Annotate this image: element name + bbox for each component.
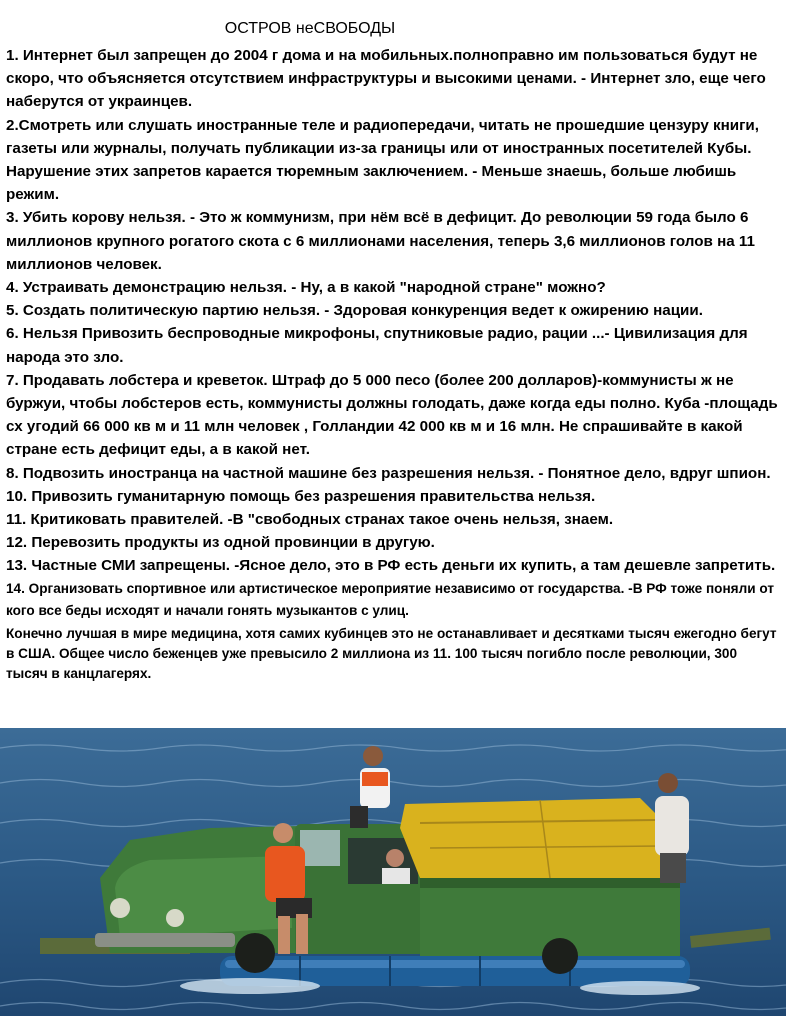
list-item-7: 7. Продавать лобстера и креветок. Штраф до 5 000 песо (более 200 долларов)-коммунисты ж не буржуи, чтобы лобстеров есть, коммунисты должны голодать, даже когда еды полно. Куба -площадь сх угодий 66 000 кв м и 11 млн человек , Голландии 42 000 кв м и 16 млн. Не спрашивайте в какой стране есть дефицит еды, а в какой нет.	[6, 371, 778, 459]
list-item-6: 6. Нельзя Привозить беспроводные микрофоны, спутниковые радио, рации ...- Цивилизация для народа это зло.	[6, 325, 748, 366]
list-item-11: 11. Критиковать правителей. -В "свободных странах такое очень нельзя, знаем.	[6, 511, 614, 529]
photo-truck-raft	[0, 728, 786, 1016]
list-item-1: 1. Интернет был запрещен до 2004 г дома и на мобильных.полноправно им пользоваться будут не скоро, что объясняется отсутствием инфраструктуры и высокими ценами. - Интернет зло, еще чего наберутся от украинцев.	[6, 47, 766, 111]
list-item-13: 13. Частные СМИ запрещены. -Ясное дело, это в РФ есть деньги их купить, а там дешевле запретить.	[6, 557, 776, 575]
list-item-12: 12. Перевозить продукты из одной провинции в другую.	[6, 534, 435, 552]
list-item-2: 2.Смотреть или слушать иностранные теле и радиопередачи, читать не прошедшие цензуру книги, газеты или журналы, получать публикации из-за границы или от иностранных посетителей Кубы. Нарушение этих запретов карается тюремным заключением. - Меньше знаешь, больше любишь режим.	[6, 116, 759, 204]
list-item-14: 14. Организовать спортивное или артистическое мероприятие независимо от государства. -В РФ тоже поняли от кого все беды исходят и начали гонять музыкантов с улиц.	[6, 580, 775, 618]
list-item-5: 5. Создать политическую партию нельзя. - Здоровая конкуренция ведет к ожирению нации.	[6, 302, 703, 320]
list-item-10: 10. Привозить гуманитарную помощь без разрешения правительства нельзя.	[6, 487, 596, 505]
page-title: ОСТРОВ неСВОБОДЫ	[224, 20, 396, 37]
yellow-tarp	[400, 798, 670, 878]
article-text	[6, 44, 778, 684]
closing-paragraph: Конечно лучшая в мире медицина, хотя самих кубинцев это не останавливает и десятками тысяч ежегодно бегут в США. Общее число беженцев уже превысило 2 миллиона из 11. 100 тысяч погибло после революции, 300 тысяч в канцлагерях.	[6, 625, 777, 681]
list-item-4: 4. Устраивать демонстрацию нельзя. - Ну, а в какой "народной стране" можно?	[6, 279, 606, 297]
truck-raft-illustration	[0, 728, 786, 1016]
list-item-3: 3. Убить корову нельзя. - Это ж коммунизм, при нём всё в дефицит. До революции 59 года было 6 миллионов крупного рогатого скота с 6 миллионами населения, теперь 3,6 миллионов голов на 11 миллионов человек.	[6, 209, 755, 273]
list-item-8: 8. Подвозить иностранца на частной машине без разрешения нельзя. - Понятное дело, вдруг шпион.	[6, 464, 771, 482]
